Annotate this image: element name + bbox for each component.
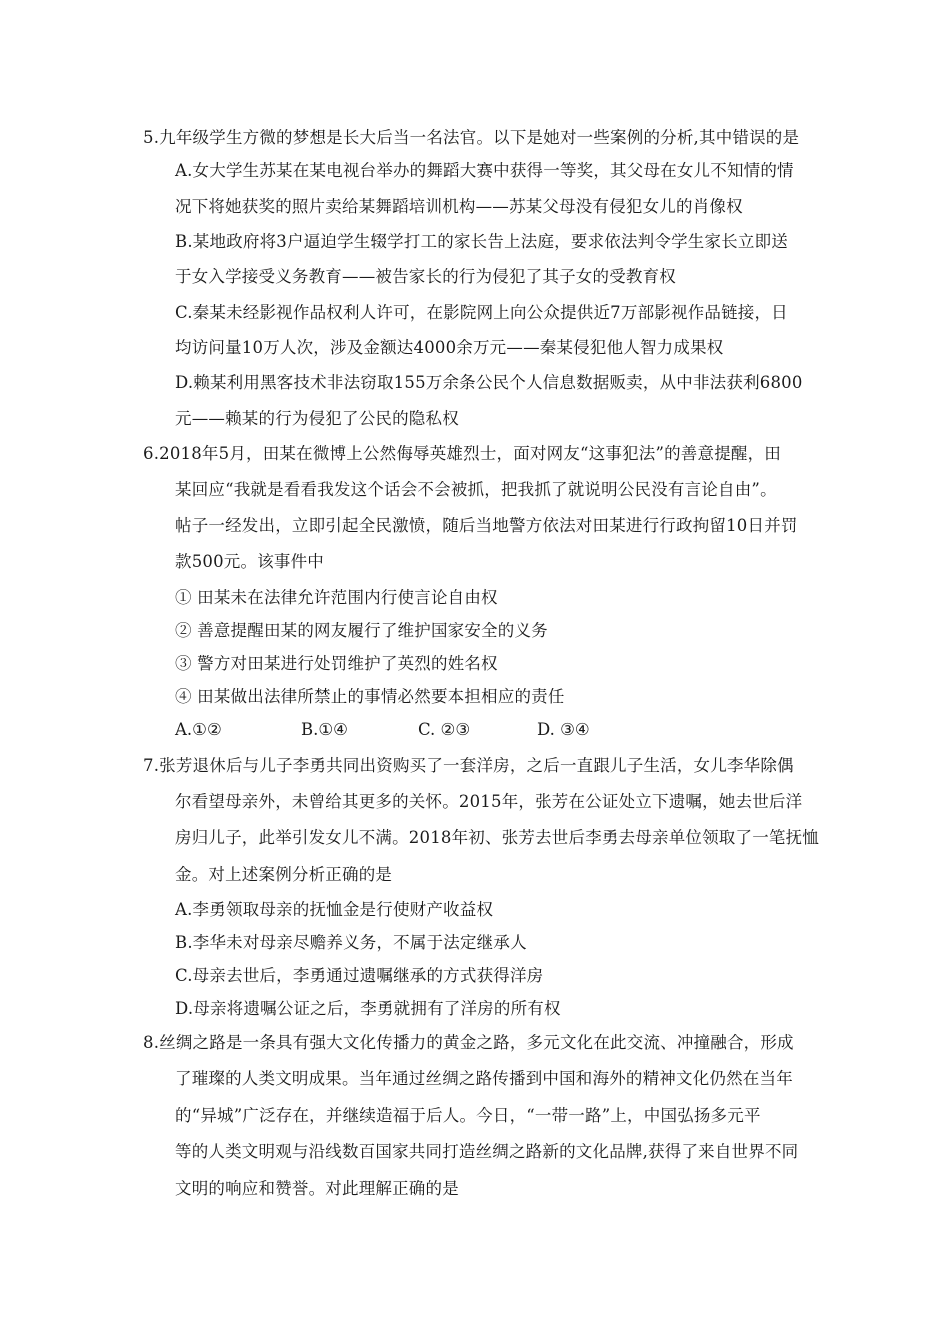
- q8-stem-line3: 的“异城”广泛存在，并继续造福于后人。今日，“一带一路”上，中国弘扬多元平: [175, 1106, 761, 1125]
- q7-option-c: C.母亲去世后，李勇通过遗嘱继承的方式获得洋房: [175, 966, 544, 985]
- q7-option-a: A.李勇领取母亲的抚恤金是行使财产收益权: [175, 900, 494, 919]
- q7-stem-line2: 尔看望母亲外，未曾给其更多的关怀。2015年，张芳在公证处立下遗嘱，她去世后洋: [175, 792, 803, 811]
- q7-option-b: B.李华未对母亲尽赡养义务，不属于法定继承人: [175, 933, 527, 952]
- q7-stem-line1: 7.张芳退休后与儿子李勇共同出资购买了一套洋房，之后一直跟儿子生活，女儿李华除偶: [143, 756, 794, 775]
- q6-stem-line3: 帖子一经发出，立即引起全民激愤，随后当地警方依法对田某进行行政拘留10日并罚: [175, 516, 798, 535]
- q6-choices: [175, 720, 775, 740]
- q6-choice-d: D. ③④: [537, 720, 590, 739]
- q5-option-d-line2: 元——赖某的行为侵犯了公民的隐私权: [175, 409, 459, 428]
- q5-option-c-line2: 均访问量10万人次，涉及金额达4000余万元——秦某侵犯他人智力成果权: [175, 338, 724, 357]
- q6-stem-line4: 款500元。该事件中: [175, 552, 324, 571]
- q7-option-d: D.母亲将遗嘱公证之后，李勇就拥有了洋房的所有权: [175, 999, 561, 1018]
- q5-option-c-line1: C.秦某未经影视作品权利人许可，在影院网上向公众提供近7万部影视作品链接，日: [175, 303, 788, 322]
- q8-stem-line2: 了璀璨的人类文明成果。当年通过丝绸之路传播到中国和海外的精神文化仍然在当年: [175, 1069, 793, 1088]
- q8-stem-line5: 文明的响应和赞誉。对此理解正确的是: [175, 1179, 459, 1198]
- q6-statement-3: ③ 警方对田某进行处罚维护了英烈的姓名权: [175, 654, 498, 673]
- q8-stem-line1: 8.丝绸之路是一条具有强大文化传播力的黄金之路，多元文化在此交流、冲撞融合，形成: [143, 1033, 794, 1052]
- q6-choice-b: B.①④: [301, 720, 348, 739]
- q7-stem-line4: 金。对上述案例分析正确的是: [175, 865, 393, 884]
- q5-option-b-line2: 于女入学接受义务教育——被告家长的行为侵犯了其子女的受教育权: [175, 267, 676, 286]
- q6-choice-c: C. ②③: [418, 720, 471, 739]
- q6-statement-4: ④ 田某做出法律所禁止的事情必然要本担相应的责任: [175, 687, 565, 706]
- q5-option-a-line2: 况下将她获奖的照片卖给某舞蹈培训机构——苏某父母没有侵犯女儿的肖像权: [175, 197, 743, 216]
- q6-statement-2: ② 善意提醒田某的网友履行了维护国家安全的义务: [175, 621, 548, 640]
- q6-statement-1: ① 田某未在法律允许范围内行使言论自由权: [175, 588, 498, 607]
- q6-stem-line2: 某回应“我就是看看我发这个话会不会被抓，把我抓了就说明公民没有言论自由”。: [175, 480, 777, 499]
- q5-option-d-line1: D.赖某利用黑客技术非法窃取155万余条公民个人信息数据贩卖，从中非法获利6800: [175, 373, 803, 392]
- q5-option-b-line1: B.某地政府将3户逼迫学生辍学打工的家长告上法庭，要求依法判令学生家长立即送: [175, 232, 788, 251]
- q5-option-a-line1: A.女大学生苏某在某电视台举办的舞蹈大赛中获得一等奖，其父母在女儿不知情的情: [175, 161, 794, 180]
- q8-stem-line4: 等的人类文明观与沿线数百国家共同打造丝绸之路新的文化品牌,获得了来自世界不同: [175, 1142, 799, 1161]
- q7-stem-line3: 房归儿子，此举引发女儿不满。2018年初、张芳去世后李勇去母亲单位领取了一笔抚恤: [175, 828, 819, 847]
- q6-stem-line1: 6.2018年5月，田某在微博上公然侮辱英雄烈士，面对网友“这事犯法”的善意提醒，田: [143, 444, 782, 463]
- q6-choice-a: A.①②: [175, 720, 222, 739]
- q5-stem: 5.九年级学生方微的梦想是长大后当一名法官。以下是她对一些案例的分析,其中错误的是: [143, 128, 800, 147]
